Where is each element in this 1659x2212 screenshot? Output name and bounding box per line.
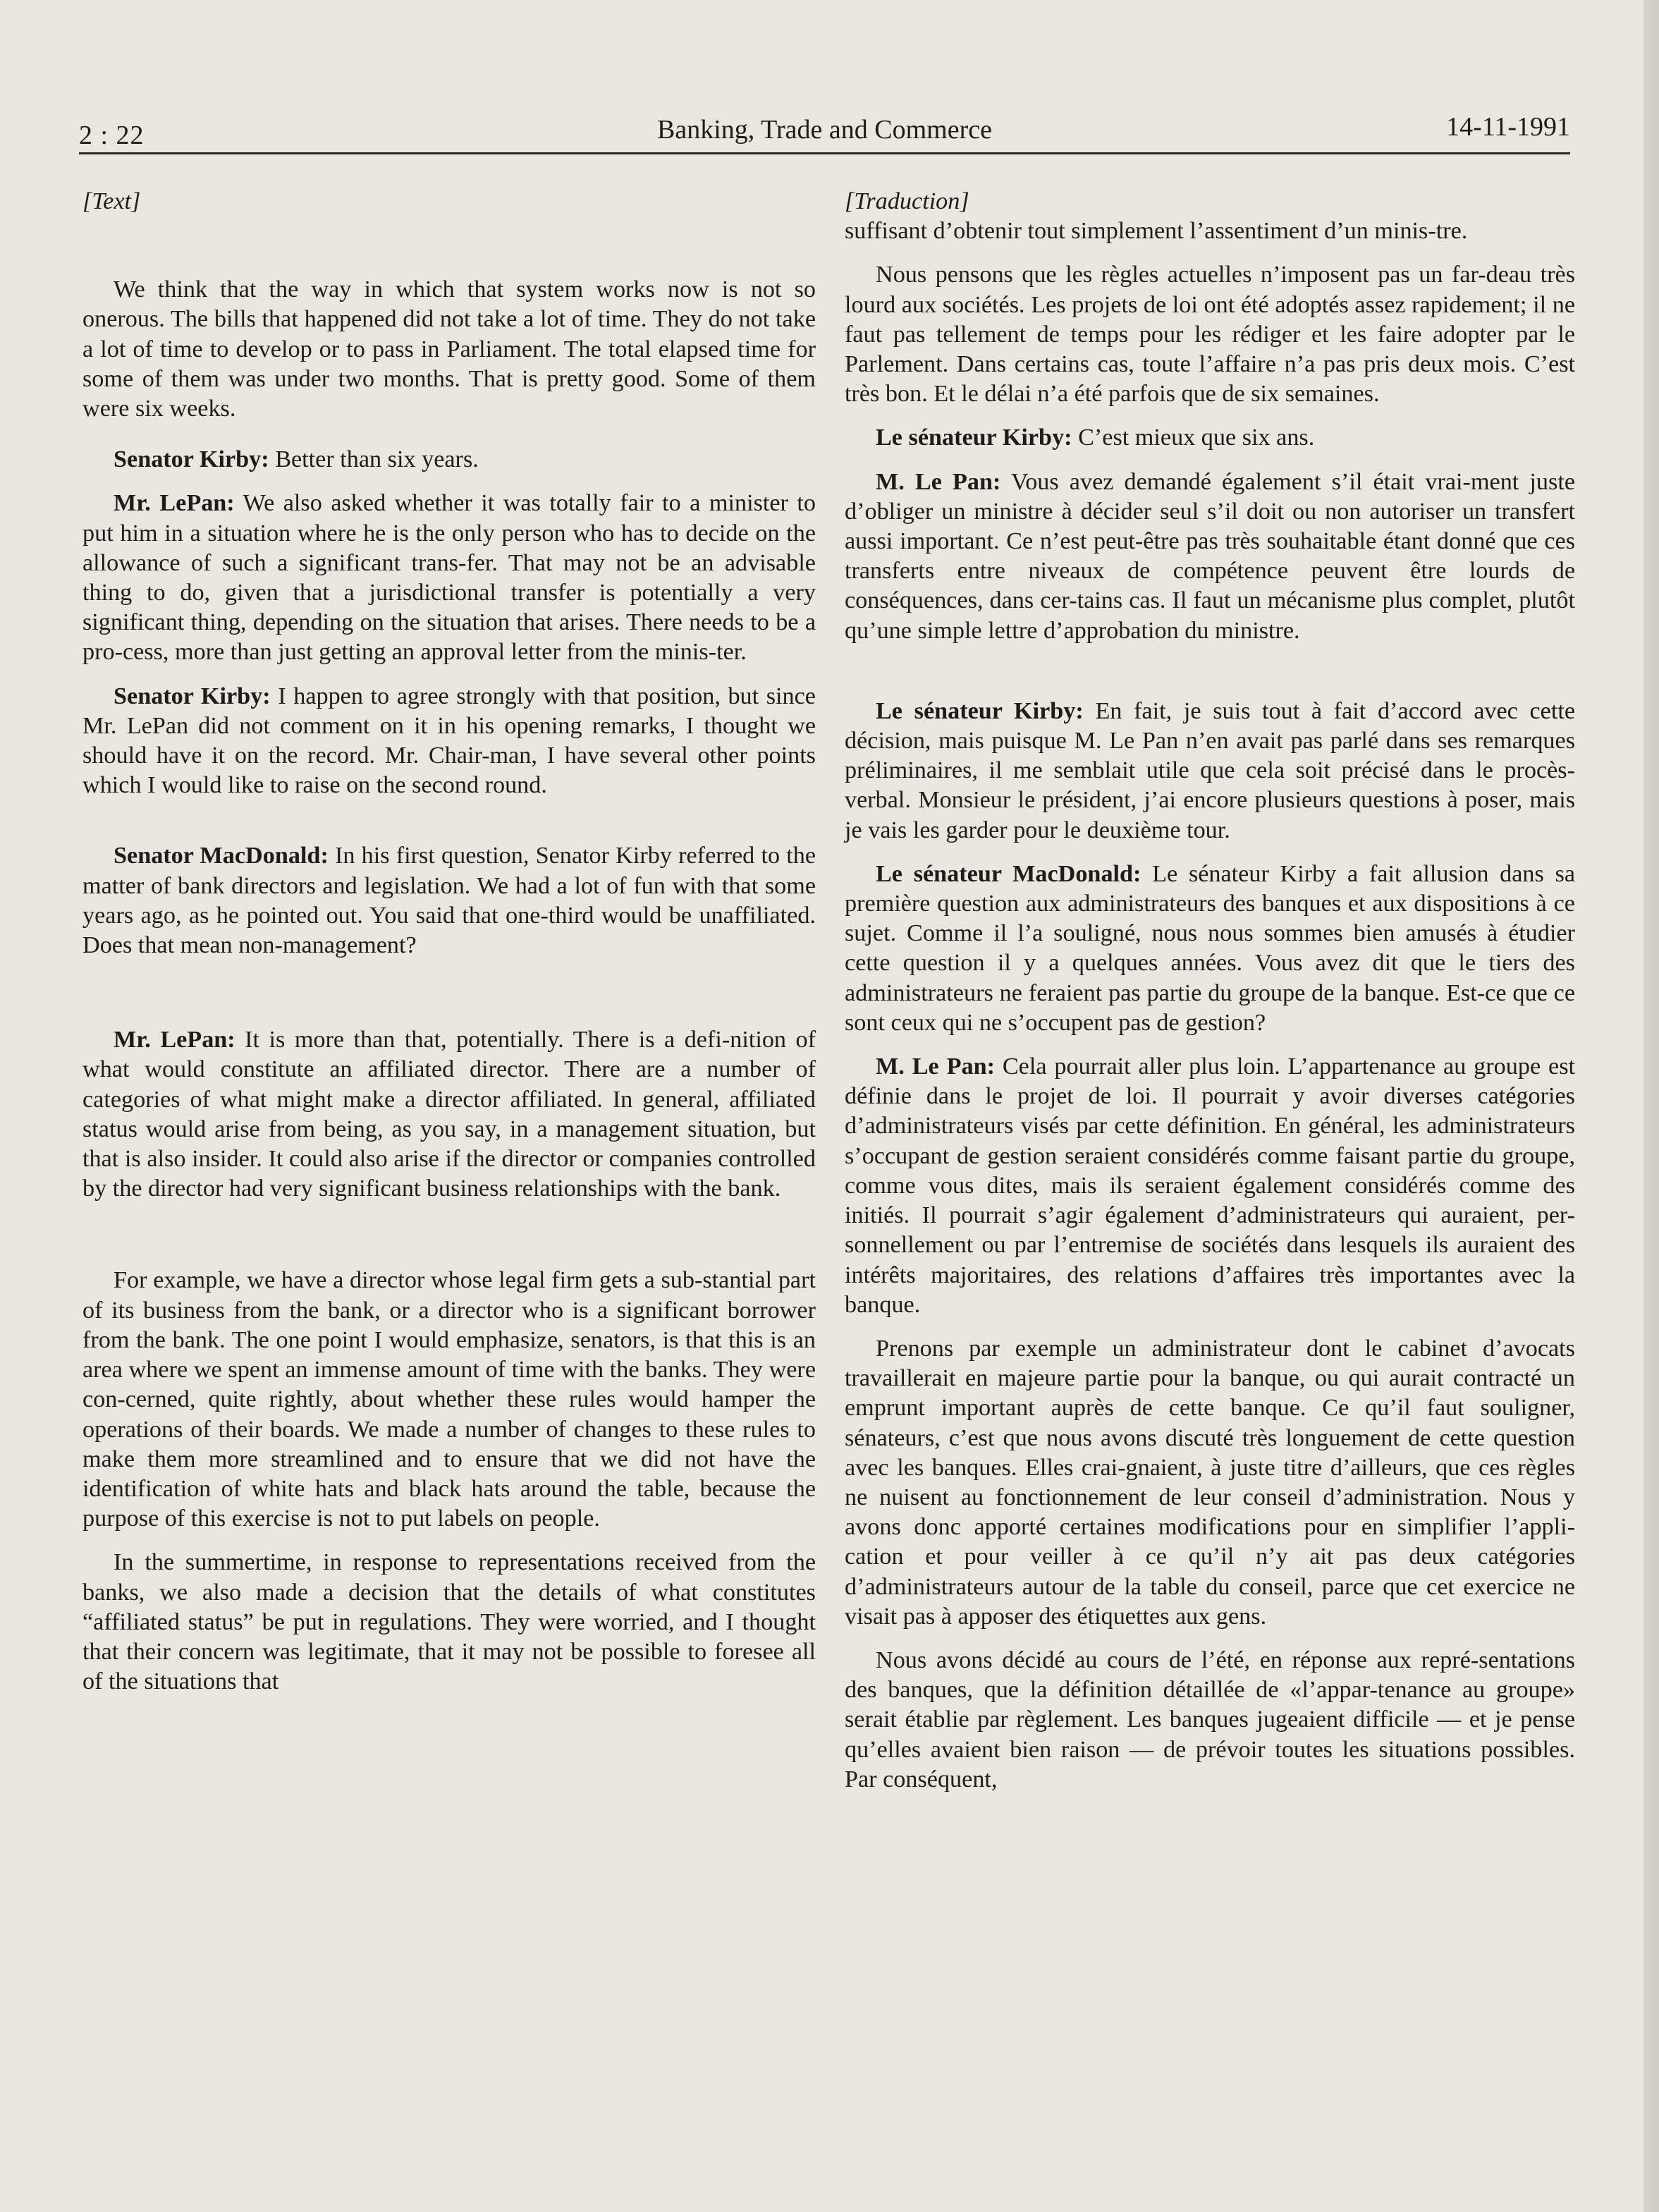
header-rule [79,152,1570,154]
speech-text: C’est mieux que six ans. [1072,424,1315,451]
speaker-name: Senator MacDonald: [114,843,329,869]
paragraph: We think that the way in which that system works now is not so onerous. The bills that happened did not take a lot of time. They do not take a lot of time to develop or to pass in Parliament. The total elapsed time for some of them was under two months. That is pretty good. Some of them were six weeks. [82,276,816,422]
speech-paragraph [845,423,1575,453]
speech-text: Cela pourrait aller plus loin. L’appartenance au groupe est définie dans le projet de loi. Il pourrait y avoir diverses catégories d’administrateurs visés par cette définition. En général, les administrateurs s’occupant de gestion seraient considérés comme faisant partie du groupe, comme vous dites, mais ils seraient également considérés comme des initiés. Il pourrait s’agir également d’administrateurs qui auraient, per-sonnellement ou par l’entremise de sociétés dans lesquels ils auraient des intérêts majoritaires, des relations d’affaires très importantes avec la banque. [845,1053,1575,1318]
speech-text: Better than six years. [269,446,479,473]
speech-paragraph [845,697,1575,845]
speaker-name: Senator Kirby: [114,446,269,473]
english-column [82,187,816,1697]
paragraph: Prenons par exemple un administrateur dont le cabinet d’avocats travaillerait en majeure partie pour la banque, ou qui aurait contracté un emprunt important auprès de cette banque. Ce qu’il faut souligner, sénateurs, c’est que nous avons discuté très longuement de cette question avec les banques. Elles crai-gnaient, à juste titre d’ailleurs, que ces règles ne nuisent au fonctionnement de leur conseil d’administration. Nous y avons donc apporté certaines modifications pour en simplifier l’appli-cation et pour veiller à ce qu’il n’y ait pas deux catégories d’administrateurs autour de la table du conseil, parce que cet exercice ne visait pas à apposer des étiquettes aux gens. [845,1335,1575,1630]
speaker-name: Le sénateur Kirby: [876,697,1084,724]
speech-text: It is more than that, potentially. There is a defi-nition of what would constitute an affiliated director. There are a number of categories of what might make a director affiliated. In general, affiliated status would arise from being, as you say, in a management situation, but that is also insider. It could also arise if the director or companies controlled by the director had very significant business relationships with the bank. [82,1027,816,1202]
speech-text: Vous avez demandé également s’il était vrai-ment juste d’obliger un ministre à décider seul s’il doit ou non autoriser un transfert aussi important. Ce n’est peut-être pas très souhaitable étant donné que ces transferts entre niveaux de compétence peuvent être lourds de conséquences, dans cer-tains cas. Il faut un mécanisme plus complet, plutôt qu’une simple lettre d’approbation du ministre. [845,468,1575,644]
language-label-traduction: [Traduction] [845,188,969,214]
header-title: Banking, Trade and Commerce [657,115,992,145]
header-date: 14-11-1991 [1446,112,1570,142]
speaker-name: Le sénateur MacDonald: [876,860,1141,887]
speech-paragraph [82,841,816,960]
paragraph: suffisant d’obtenir tout simplement l’assentiment d’un minis-tre. [845,218,1468,245]
paragraph: For example, we have a director whose legal firm gets a sub-stantial part of its business from the bank, or a director who is a significant borrower from the bank. The one point I would emphasize, senators, is that this is an area where we spent an immense amount of time with the banks. They were con-cerned, quite rightly, about whether these rules would hamper the operations of their boards. We made a number of changes to these rules to make them more streamlined and to ensure that we did not have the identification of white hats and black hats around the table, because the purpose of this exercise is not to put labels on people. [82,1267,816,1532]
speech-paragraph [82,682,816,801]
speaker-name: M. Le Pan: [876,1053,995,1080]
speech-paragraph [82,445,816,475]
speaker-name: Mr. LePan: [114,1027,235,1053]
speaker-name: Senator Kirby: [114,683,271,709]
speaker-name: M. Le Pan: [876,468,1001,495]
speech-text: We also asked whether it was totally fair to a minister to put him in a situation where he is the only person who has to decide on the allowance of such a significant trans-fer. That may not be an advisable thing to do, given that a jurisdictional transfer is potentially a very significant thing, depending on the situation that arises. There needs to be a pro-cess, more than just getting an approval letter from the minis-ter. [82,490,816,666]
paragraph: In the summertime, in response to representations received from the banks, we also made a decision that the details of what constitutes “affiliated status” be put in regulations. They were worried, and I thought that their concern was legitimate, that it may not be possible to foresee all of the situations that [82,1549,816,1695]
speech-paragraph [82,489,816,667]
paragraph: Nous avons décidé au cours de l’été, en réponse aux repré-sentations des banques, que la définition détaillée de «l’appar-tenance au groupe» serait établie par règlement. Les banques jugeaient difficile — et je pense qu’elles avaient bien raison — de prévoir toutes les situations possibles. Par conséquent, [845,1646,1575,1792]
speech-paragraph [845,1052,1575,1320]
speech-text: I happen to agree strongly with that position, but since Mr. LePan did not comment on it in his opening remarks, I thought we should have it on the record. Mr. Chair-man, I have several other points which I would like to raise on the second round. [82,683,816,799]
running-header [79,111,1570,154]
language-label-text: [Text] [82,188,141,214]
speech-text: In his first question, Senator Kirby referred to the matter of bank directors and legislation. We had a lot of fun with that some years ago, as he pointed out. You said that one-third would be unaffiliated. Does that mean non-management? [82,843,816,959]
paragraph: Nous pensons que les règles actuelles n’imposent pas un far-deau très lourd aux sociétés. Les projets de loi ont été adoptés assez rapidement; il ne faut pas tellement de temps pour les rédiger et les faire adopter par le Parlement. Dans certains cas, toute l’affaire n’a pas pris deux mois. C’est très bon. Et le délai n’a été parfois que de six semaines. [845,262,1575,408]
speaker-name: Le sénateur Kirby: [876,424,1072,451]
speaker-name: Mr. LePan: [114,490,235,517]
page-edge-shadow [1643,0,1659,2212]
speech-text: En fait, je suis tout à fait d’accord avec cette décision, mais puisque M. Le Pan n’en avait pas parlé dans ses remarques préliminaires, il me semblait utile que cela soit précisé dans le procès-verbal. Monsieur le président, j’ai encore plusieurs questions à poser, mais je vais les garder pour le deuxième tour. [845,697,1575,843]
speech-paragraph [82,1025,816,1204]
speech-paragraph [845,860,1575,1038]
page-number: 2 : 22 [79,121,145,150]
french-column [845,187,1575,1795]
speech-paragraph [845,468,1575,646]
speech-text: Le sénateur Kirby a fait allusion dans sa première question aux administrateurs des banques et aux dispositions à ce sujet. Comme il l’a souligné, nous nous sommes bien amusés à étudier cette question il y a quelques années. Vous avez dit que le tiers des administrateurs ne feraient pas partie du groupe de la banque. Est-ce que ce sont ceux qui ne s’occupent pas de gestion? [845,860,1576,1036]
